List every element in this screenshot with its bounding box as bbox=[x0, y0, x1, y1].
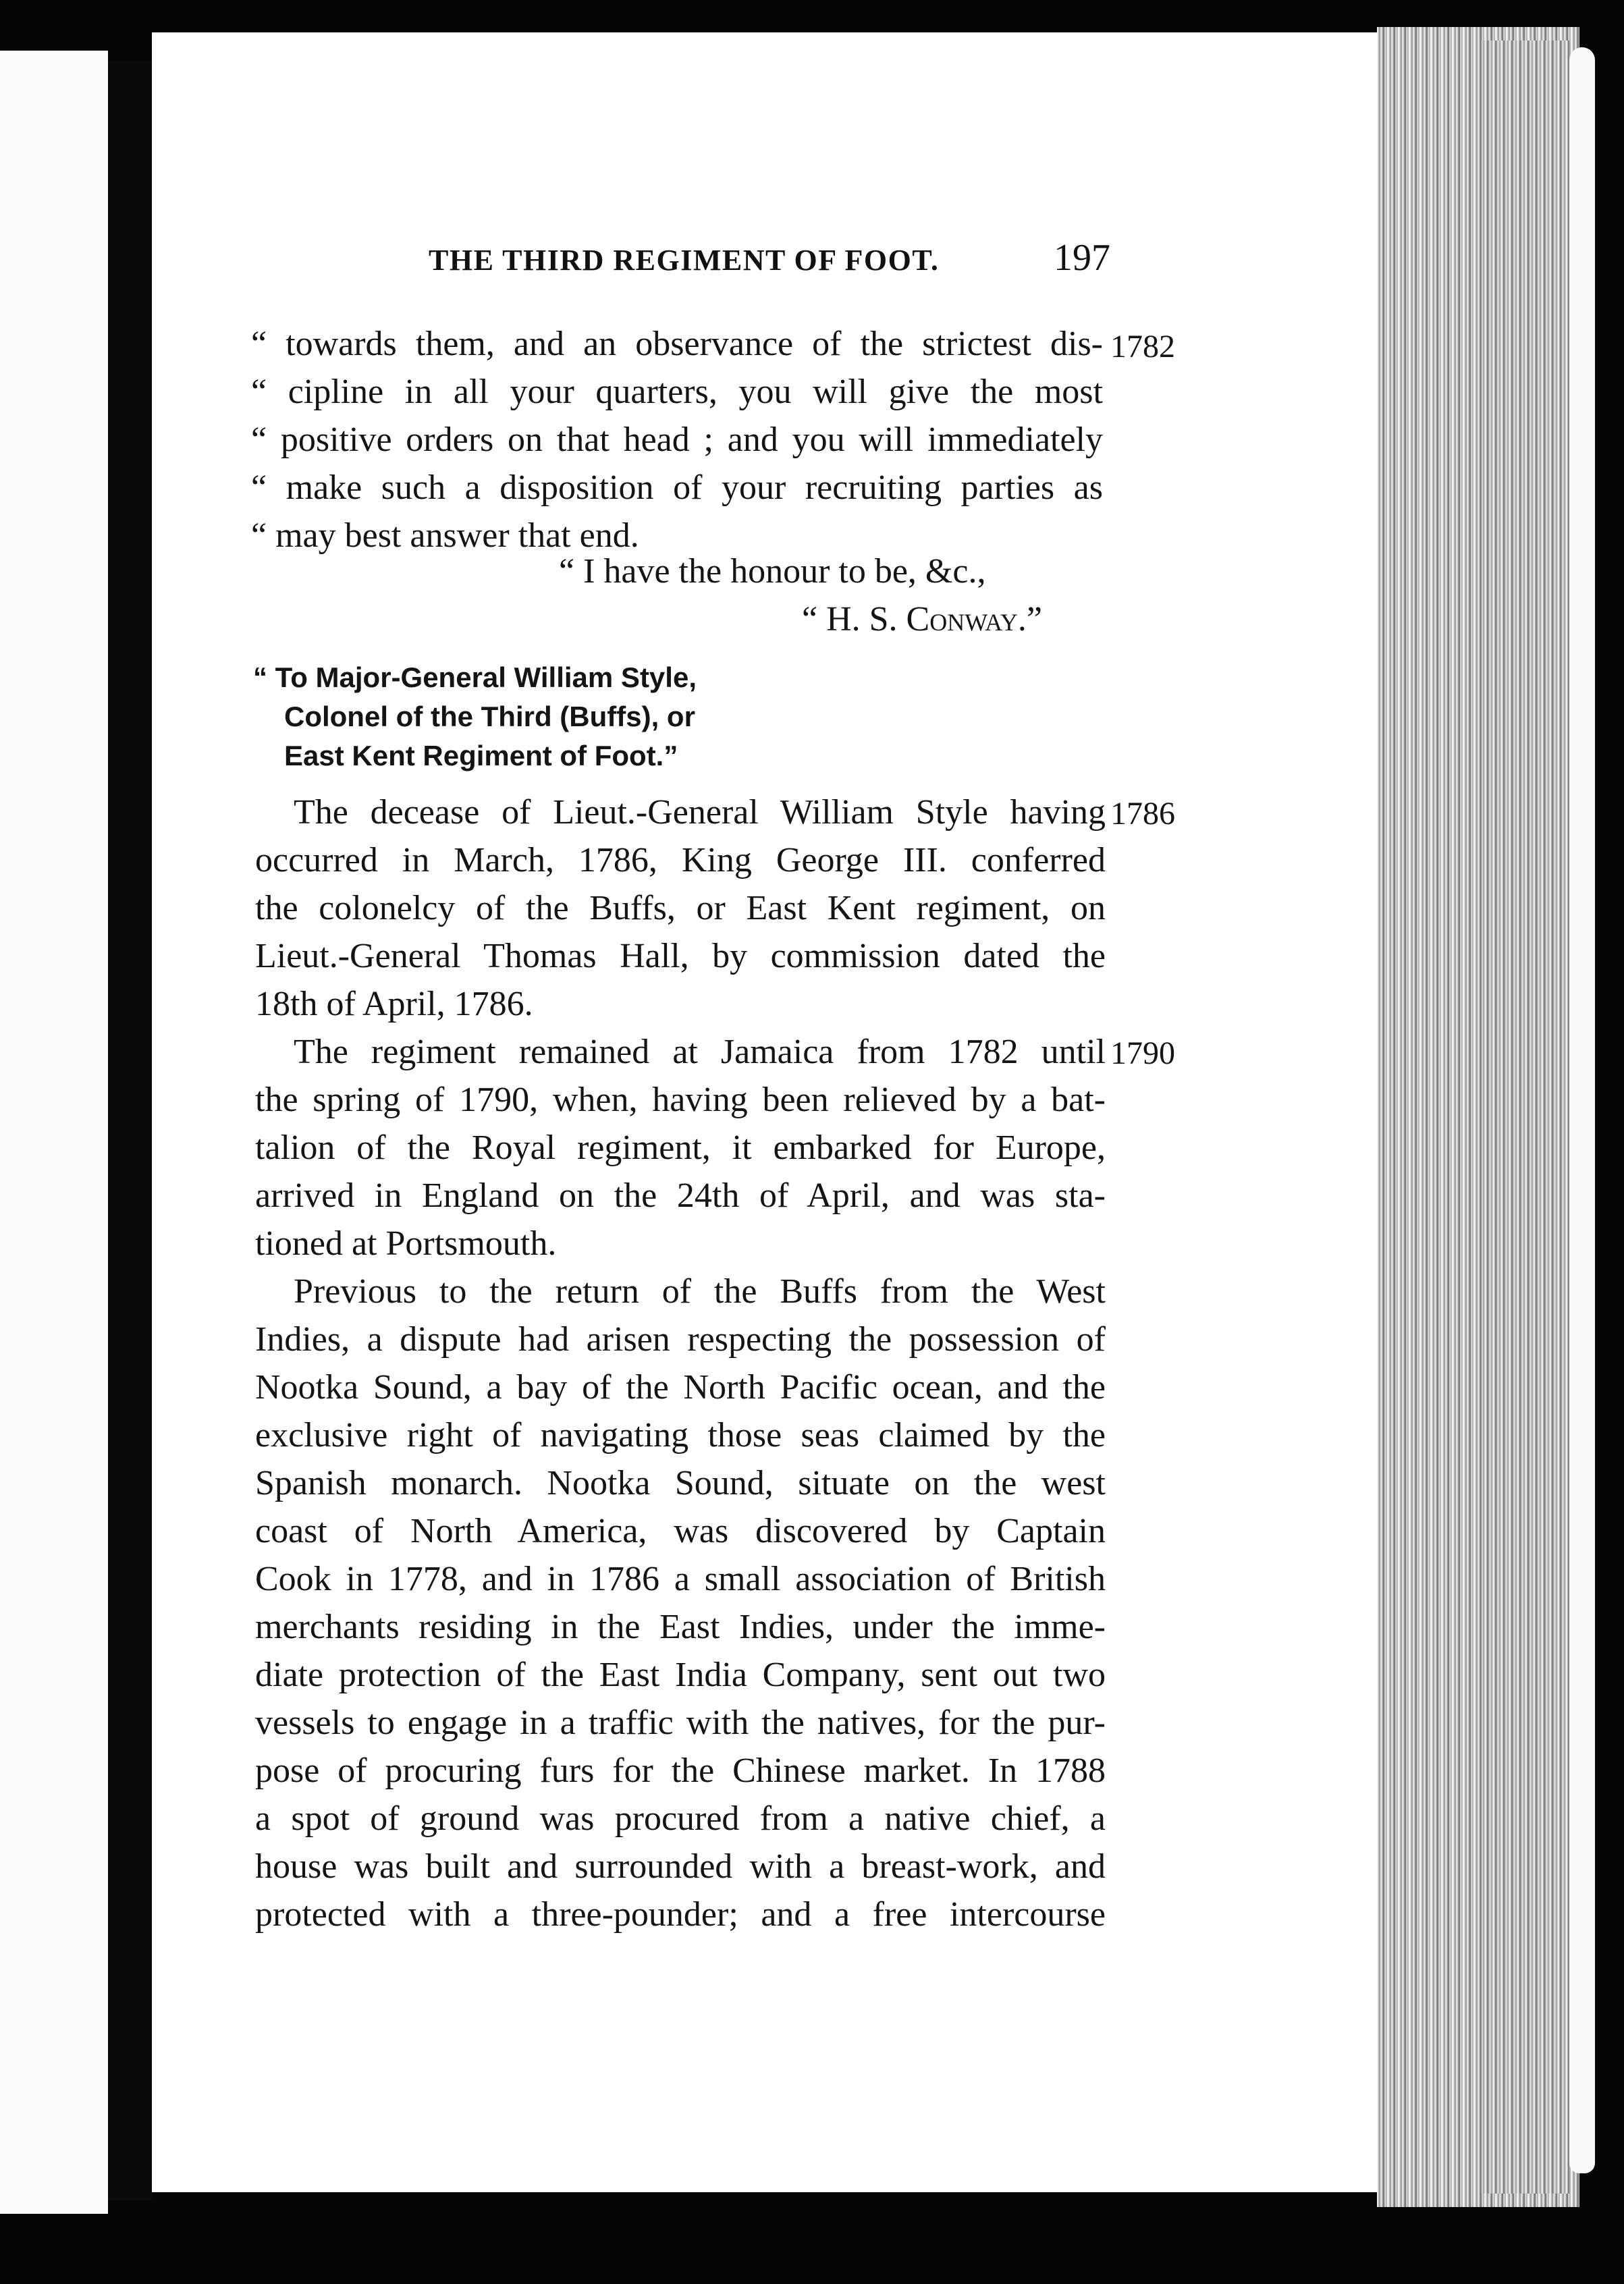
paragraph-line: arrived in England on the 24th of April, and was sta- bbox=[255, 1176, 1106, 1215]
paragraph-line: pose of procuring furs for the Chinese market. In 1788 bbox=[255, 1751, 1106, 1790]
paragraph-line: Spanish monarch. Nootka Sound, situate on the west bbox=[255, 1464, 1106, 1502]
paragraph-line: a spot of ground was procured from a native chief, a bbox=[255, 1799, 1106, 1838]
paragraph-nootka bbox=[255, 1268, 1106, 1938]
paragraph-line: Indies, a dispute had arisen respecting the possession of bbox=[255, 1320, 1106, 1359]
address-line: Colonel of the Third (Buffs), or bbox=[284, 701, 695, 732]
paragraph-line: diate protection of the East India Company, sent out two bbox=[255, 1656, 1106, 1694]
paragraph-line: vessels to engage in a traffic with the natives, for the pur- bbox=[255, 1704, 1106, 1742]
address-line: East Kent Regiment of Foot.” bbox=[284, 740, 678, 771]
running-title: THE THIRD REGIMENT OF FOOT. bbox=[429, 244, 940, 277]
page-stack-tip bbox=[1569, 47, 1595, 2173]
paragraph-line: Previous to the return of the Buffs from the West bbox=[294, 1272, 1106, 1311]
letter-signature: “ H. S. Conway.” bbox=[802, 600, 1042, 638]
book-gutter bbox=[108, 61, 152, 2200]
paragraph-line: tioned at Portsmouth. bbox=[255, 1224, 557, 1263]
letter-address bbox=[253, 658, 697, 776]
letter-quote bbox=[251, 320, 1103, 560]
paragraph-line: house was built and surrounded with a breast-work, and bbox=[255, 1847, 1106, 1886]
paragraph-line: merchants residing in the East Indies, under the imme- bbox=[255, 1608, 1106, 1646]
paragraph-line: Cook in 1778, and in 1786 a small association of British bbox=[255, 1560, 1106, 1598]
quote-line: “ cipline in all your quarters, you will give the most bbox=[251, 373, 1103, 411]
margin-year: 1790 bbox=[1110, 1035, 1175, 1071]
margin-year: 1786 bbox=[1110, 796, 1175, 832]
margin-year: 1782 bbox=[1110, 329, 1175, 364]
paragraph-line: the spring of 1790, when, having been relieved by a bat- bbox=[255, 1081, 1106, 1119]
paragraph-line: Nootka Sound, a bay of the North Pacific ocean, and the bbox=[255, 1368, 1106, 1407]
letter-closing: “ I have the honour to be, &c., bbox=[559, 552, 986, 591]
paragraph-line: coast of North America, was discovered by Captain bbox=[255, 1512, 1106, 1550]
quote-line: “ positive orders on that head ; and you will immediately bbox=[251, 420, 1103, 459]
running-header bbox=[429, 236, 1110, 290]
paragraph-line: protected with a three-pounder; and a free intercourse bbox=[255, 1895, 1106, 1934]
paragraph-colonelcy bbox=[255, 788, 1106, 1028]
page-stack-edges-inner bbox=[1482, 40, 1569, 2194]
quote-line: “ towards them, and an observance of the strictest dis- bbox=[251, 325, 1103, 363]
paragraph-line: talion of the Royal regiment, it embarked for Europe, bbox=[255, 1129, 1106, 1167]
paragraph-line: Lieut.-General Thomas Hall, by commission dated the bbox=[255, 937, 1106, 975]
page-number: 197 bbox=[1054, 237, 1110, 279]
paragraph-line: 18th of April, 1786. bbox=[255, 985, 533, 1023]
quote-line: “ may best answer that end. bbox=[251, 516, 639, 555]
quote-line: “ make such a disposition of your recruiting parties as bbox=[251, 468, 1103, 507]
facing-page-edge bbox=[0, 51, 108, 2214]
paragraph-line: The decease of Lieut.-General William Style having bbox=[294, 793, 1106, 832]
paragraph-jamaica bbox=[255, 1028, 1106, 1268]
paragraph-line: the colonelcy of the Buffs, or East Kent regiment, on bbox=[255, 889, 1106, 927]
paragraph-line: The regiment remained at Jamaica from 1782 until bbox=[294, 1033, 1106, 1071]
address-line: “ To Major-General William Style, bbox=[253, 661, 697, 693]
paragraph-line: exclusive right of navigating those seas claimed by the bbox=[255, 1416, 1106, 1454]
paragraph-line: occurred in March, 1786, King George III. conferred bbox=[255, 841, 1106, 879]
